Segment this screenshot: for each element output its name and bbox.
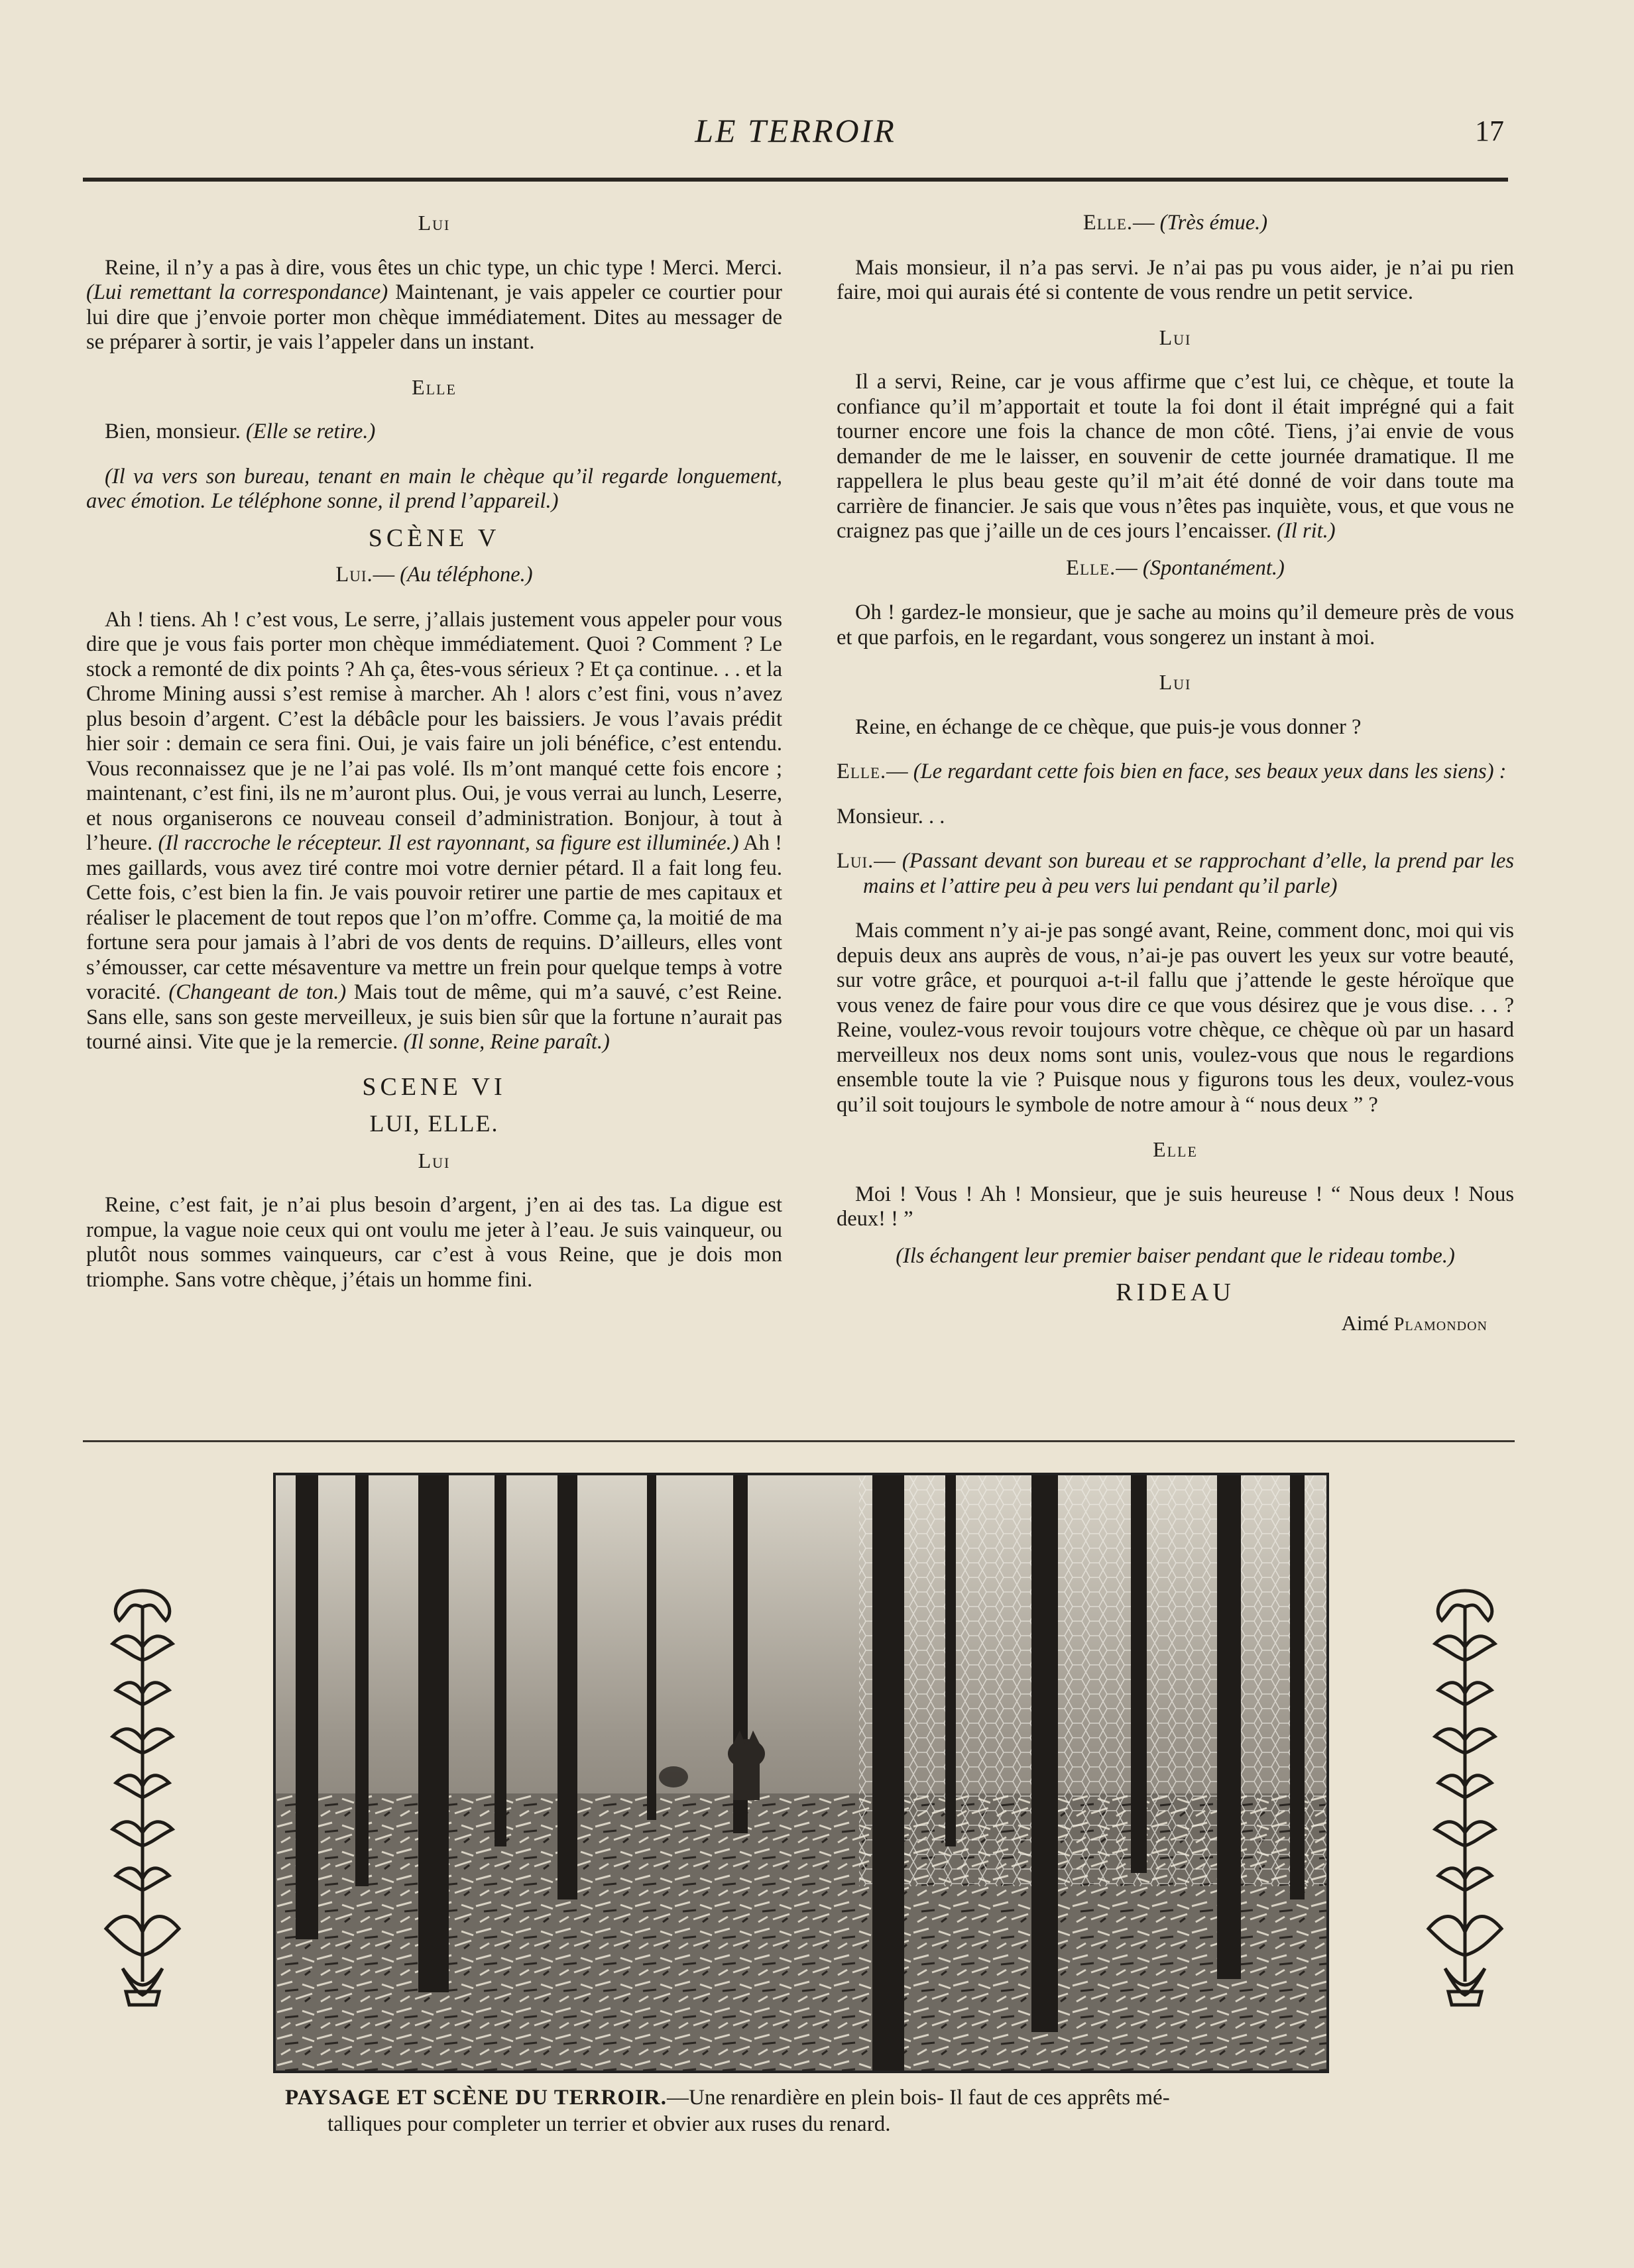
stage-direction: (Elle se retire.) <box>246 420 376 443</box>
stage-direction: (Il va vers son bureau, tenant en main le chèque qu’il regarde longuement, avec émotion. Le téléphone sonne, il prend l’appareil.) <box>86 464 782 513</box>
speaker-heading: Lui.— (Au téléphone.) <box>335 563 533 587</box>
stage-direction: (Il sonne, Reine paraît.) <box>403 1030 610 1054</box>
section-rule <box>83 1440 1515 1442</box>
dialogue-paragraph: Reine, c’est fait, je n’ai plus besoin d’argent, j’en ai des tas. La digue est rompue, la vague noie ceux qui ont voulu me jeter à l’eau. Je suis vainqueur, ou plutôt nous sommes vainqueurs, car c’est à vous Reine, que je dois mon triomphe. Sans votre chèque, j’étais un homme fini. <box>86 1193 782 1292</box>
speaker-with-direction: Lui.— (Passant devant son bureau et se rapprochant d’elle, la prend par les mains et l’attire peu à peu vers lui pendant qu’il parle) <box>837 849 1515 898</box>
stage-direction: (Ils échangent leur premier baiser pendant que le rideau tombe.) <box>896 1243 1455 1268</box>
page-number: 17 <box>1475 115 1504 147</box>
speaker-heading: Lui <box>418 211 451 235</box>
speaker-heading: Elle.— (Très émue.) <box>1082 211 1268 235</box>
dialogue-paragraph: Bien, monsieur. (Elle se retire.) <box>105 420 376 443</box>
stage-direction: (Lui remettant la correspondance) <box>86 280 388 304</box>
forest-photograph <box>273 1473 1329 2073</box>
stage-direction: (Changeant de ton.) <box>168 980 347 1004</box>
dialogue-paragraph: Il a servi, Reine, car je vous affirme que c’est lui, ce chèque, et toute la confiance qu’il m’apportait et toute la foi dont il était imprégné qui a fait tourner encore une fois la chance de mon côté. Tiens, j’ai envie de vous demander de me le laisser, en souvenir de cette journée dramatique. Il me rappellera le plus beau geste qu’il m’ait été donné de voir dans toute ma carrière de financier. Je sais que vous n’êtes pas inquiète, vous, et que vous ne craignez pas que j’aille un de ces jours l’encaisser. (Il rit.) <box>837 370 1514 543</box>
caption-text: —Une renardière en plein bois- Il faut de ces apprêts mé- <box>667 2086 1170 2110</box>
speaker-heading: Elle.— (Spontanément.) <box>1066 555 1285 580</box>
character-list: LUI, ELLE. <box>369 1110 499 1137</box>
scene-heading: SCENE VI <box>362 1072 506 1101</box>
speaker-heading: Elle <box>412 374 457 399</box>
right-column <box>837 211 1514 1337</box>
stage-direction: (Il rit.) <box>1277 519 1336 543</box>
dialogue-paragraph: Ah ! tiens. Ah ! c’est vous, Le serre, j’allais justement vous appeler pour vous dire que je vous fais porter mon chèque immédiatement. Quoi ? Comment ? Le stock a remonté de dix points ? Ah ça, êtes-vous sérieux ? Et ça continue. . . et la Chrome Mining aussi s’est remise à marcher. Ah ! alors c’est fini, vous n’avez plus besoin d’argent. C’est la débâcle pour les baissiers. Je vous l’avais prédit hier soir : demain ce sera fini. Oui, je vais faire un joli bénéfice, c’est entendu. Vous reconnaissez que je ne l’ai pas volé. Ils m’ont manqué cette fois encore ; maintenant, c’est fini, ils ne m’auront plus. Oui, je vous verrai au lunch, Leserre, et nous organiserons ce nouveau conseil d’administration. Bonjour, à tout à l’heure. (Il raccroche le récepteur. Il est rayonnant, sa figure est illuminée.) Ah ! mes gaillards, vous avez tiré contre moi votre dernier pétard. Il a fait long feu. Cette fois, c’est bien la fin. Je vais pouvoir retirer une partie de mes capitaux et réaliser le placement de tout repos que l’on m’offre. Comme ça, la moitié de ma fortune sera pour jamais à l’abri de vos dents de requins. D’ailleurs, elles vont s’émousser, car cette mésaventure va mettre un frein pour quelque temps à votre voracité. (Changeant de ton.) Mais tout de même, qui m’a sauvé, c’est Reine. Sans elle, sans son geste merveilleux, je suis bien sûr que la fortune n’aurait pas tourné ainsi. Vite que je la remercie. (Il sonne, Reine paraît.) <box>86 607 783 1054</box>
scene-heading: SCÈNE V <box>368 524 500 552</box>
caption-title: PAYSAGE ET SCÈNE DU TERROIR. <box>285 2086 668 2110</box>
running-title: LE TERROIR <box>695 112 896 149</box>
dialogue-paragraph: Oh ! gardez-le monsieur, que je sache au moins qu’il demeure près de vous et que parfois, en le regardant, vous songerez un instant à moi. <box>837 600 1514 650</box>
author-signature: Aimé Plamondon <box>1341 1310 1488 1335</box>
dialogue-paragraph: Monsieur. . . <box>837 804 945 828</box>
speaker-heading: Lui <box>418 1148 451 1172</box>
dialogue-paragraph: Reine, il n’y a pas à dire, vous êtes un chic type, un chic type ! Merci. Merci. (Lui remettant la correspondance) Maintenant, je vais appeler ce courtier pour lui dire que j’envoie porter mon chèque immédiatement. Dites au messager de se préparer à sortir, je vais l’appeler dans un instant. <box>86 255 782 354</box>
speaker-heading: Lui <box>1159 325 1192 349</box>
speaker-heading: Elle <box>1153 1137 1198 1161</box>
caption-text: talliques pour completer un terrier et obvier aux ruses du renard. <box>327 2112 891 2136</box>
fleuron-column-icon <box>93 1584 192 2008</box>
stage-direction: (Il raccroche le récepteur. Il est rayonnant, sa figure est illuminée.) <box>158 831 739 855</box>
speaker-heading: Lui <box>1159 670 1192 694</box>
dialogue-paragraph: Mais monsieur, il n’a pas servi. Je n’ai pas pu vous aider, je n’ai pu rien faire, moi qui aurais été si contente de vous rendre un petit service. <box>837 255 1514 304</box>
dialogue-paragraph: Reine, en échange de ce chèque, que puis-je vous donner ? <box>855 714 1362 739</box>
header-rule <box>83 178 1508 182</box>
speaker-with-direction: Elle.— (Le regardant cette fois bien en face, ses beaux yeux dans les siens) : <box>837 760 1507 783</box>
fox-den-photo-icon <box>276 1475 1326 2070</box>
left-column <box>86 211 782 1292</box>
curtain-label: RIDEAU <box>1116 1278 1235 1306</box>
photo-caption <box>285 2084 1319 2137</box>
dialogue-paragraph: Mais comment n’y ai-je pas songé avant, Reine, comment donc, moi qui vis depuis deux ans auprès de vous, n’ai-je pas ouvert les yeux sur votre beauté, sur votre grâce, et pourquoi a-t-il fallu que j’attende le geste héroïque que vous venez de faire pour vous dire ce que vous désirez que je vous dise. . . ? Reine, voulez-vous revoir toujours votre chèque, ce chèque où par un hasard merveilleux nos deux noms sont unis, voulez-vous que nous le regardions ensemble toute la vie ? Puisque nous y figurons tous les deux, voulez-vous qu’il soit toujours le symbole de notre amour à “ nous deux ” ? <box>837 919 1514 1117</box>
fleuron-column-icon <box>1415 1584 1515 2008</box>
dialogue-paragraph: Moi ! Vous ! Ah ! Monsieur, que je suis heureuse ! “ Nous deux ! Nous deux! ! ” <box>837 1182 1514 1231</box>
